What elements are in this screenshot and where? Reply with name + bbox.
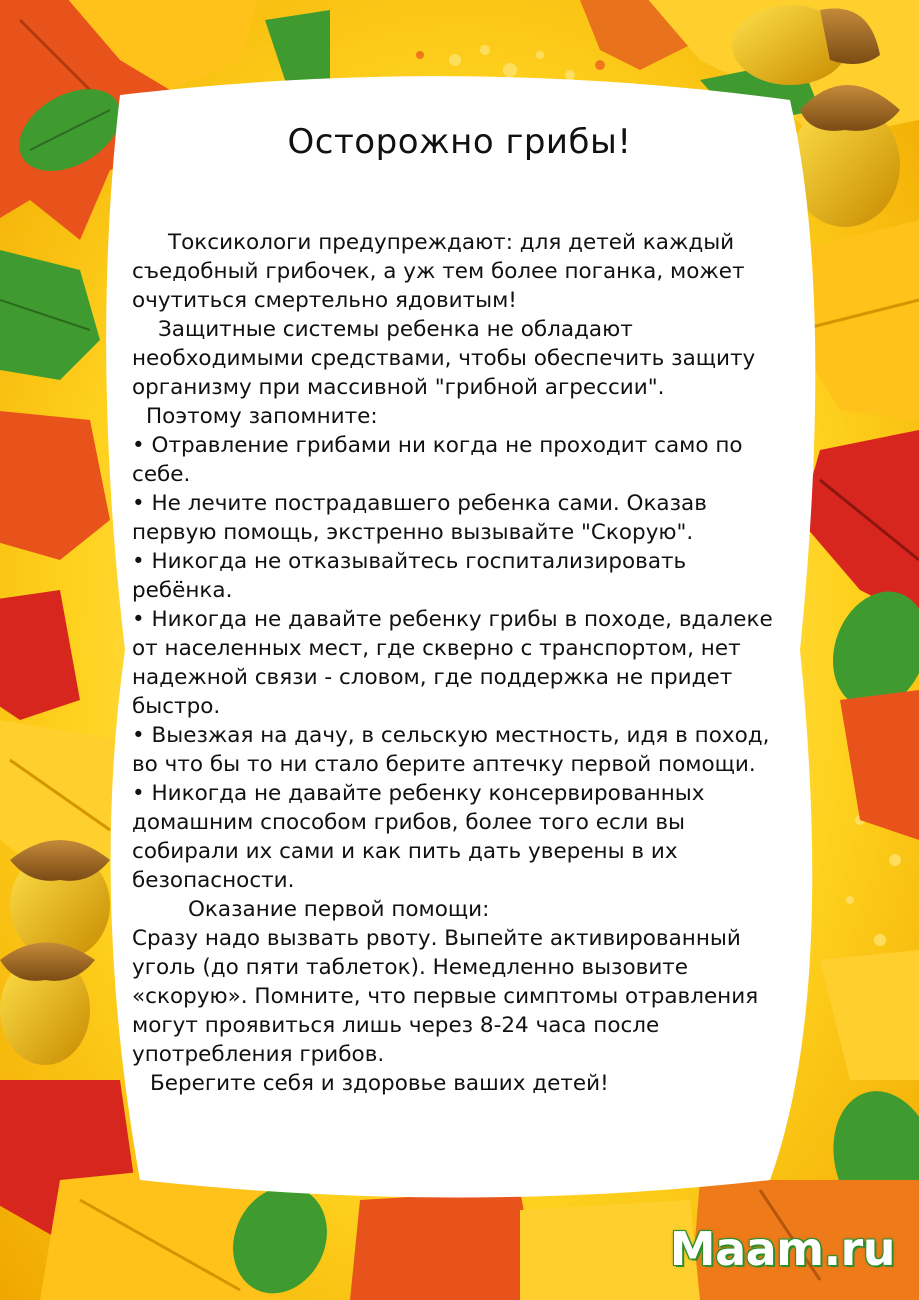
paragraph-intro: Токсикологи предупреждают: для детей каждый съедобный грибочек, а уж тем более поганка, может очутиться смертельно ядовитым! (132, 230, 745, 313)
paragraph-first-aid: Сразу надо вызвать рвоту. Выпейте активированный уголь (до пяти таблеток). Немедленно вызовите «скорую». Помните, что первые симптомы отравления могут проявиться лишь через 8-24 часа после употребления грибов. (132, 926, 759, 1067)
page-title: Осторожно грибы! (287, 122, 632, 162)
bullet-item: • Не лечите пострадавшего ребенка сами. Оказав первую помощь, экстренно вызывайте "Скорую". (132, 491, 707, 545)
bullet-item: • Никогда не давайте ребенку грибы в походе, вдалеке от населенных мест, где скверно с транспортом, нет надежной связи - словом, где поддержка не придет быстро. (132, 607, 773, 719)
maam-watermark: Maam.ru (669, 1222, 895, 1276)
paragraph-first-aid-heading: Оказание первой помощи: (188, 897, 490, 922)
bullet-item: • Никогда не давайте ребенку консервированных домашним способом грибов, более того если вы собирали их сами и как пить дать уверены в их безопасности. (132, 781, 705, 893)
paragraph-closing: Берегите себя и здоровье ваших детей! (150, 1071, 609, 1096)
paragraph-remember: Поэтому запомните: (146, 404, 378, 429)
bullet-item: • Отравление грибами ни когда не проходит само по себе. (132, 433, 743, 487)
bullet-item: • Никогда не отказывайтесь госпитализировать ребёнка. (132, 549, 687, 603)
paragraph-defense: Защитные системы ребенка не обладают необходимыми средствами, чтобы обеспечить защиту организму при массивной "грибной агрессии". (132, 317, 756, 400)
body-text (132, 228, 792, 1098)
bullet-item: • Выезжая на дачу, в сельскую местность, идя в поход, во что бы то ни стало берите аптечку первой помощи. (132, 723, 770, 777)
